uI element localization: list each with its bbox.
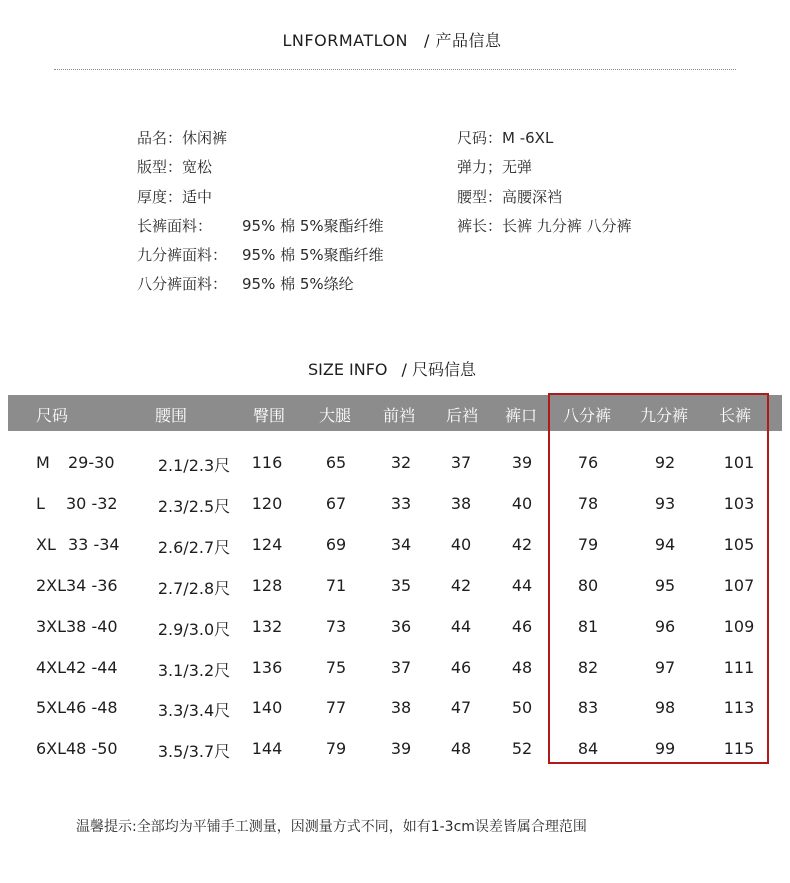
cell-back-rise: 40 (450, 535, 472, 554)
info-title-en: LNFORMATLON (282, 31, 408, 50)
cell-long: 109 (723, 617, 755, 636)
cell-back-rise: 48 (450, 739, 472, 758)
header-ninth-pants: 九分裤 (640, 406, 689, 425)
cell-waist: 2.3/2.5尺 (157, 497, 231, 516)
row-size-range: 46 -48 (66, 698, 118, 717)
cell-p9: 99 (654, 739, 676, 758)
cell-hem: 48 (511, 658, 533, 677)
row-size-label: XL (36, 535, 56, 554)
info-row-length: 裤长：长裤 九分裤 八分裤 (457, 217, 632, 235)
info-row-long-fabric: 长裤面料： 95% 棉 5%聚酯纤维 (137, 217, 384, 235)
cell-thigh: 65 (325, 453, 347, 472)
row-size-label: 5XL (36, 698, 67, 717)
header-eighth-pants: 八分裤 (563, 406, 612, 425)
cell-long: 101 (723, 453, 755, 472)
cell-thigh: 71 (325, 576, 347, 595)
header-front-rise: 前裆 (383, 406, 416, 425)
info-title (0, 28, 790, 51)
row-size-label: M (36, 453, 50, 472)
cell-p9: 95 (654, 576, 676, 595)
header-hip: 臀围 (253, 406, 286, 425)
cell-thigh: 73 (325, 617, 347, 636)
cell-back-rise: 47 (450, 698, 472, 717)
cell-long: 107 (723, 576, 755, 595)
cell-hem: 40 (511, 494, 533, 513)
cell-hem: 46 (511, 617, 533, 636)
dotted-divider (54, 69, 736, 70)
info-row-ninth-fabric: 九分裤面料： 95% 棉 5%聚酯纤维 (137, 246, 384, 264)
cell-waist: 2.9/3.0尺 (157, 620, 231, 639)
cell-p8: 79 (577, 535, 599, 554)
cell-hip: 128 (251, 576, 283, 595)
row-size-label: 2XL (36, 576, 67, 595)
cell-hem: 42 (511, 535, 533, 554)
cell-hip: 140 (251, 698, 283, 717)
row-size-label: 3XL (36, 617, 67, 636)
measurement-note: 温馨提示:全部均为平铺手工测量，因测量方式不同，如有1-3cm误差皆属合理范围 (76, 819, 587, 835)
cell-front-rise: 38 (390, 698, 412, 717)
cell-front-rise: 37 (390, 658, 412, 677)
cell-hip: 116 (251, 453, 283, 472)
cell-p9: 93 (654, 494, 676, 513)
cell-waist: 2.7/2.8尺 (157, 579, 231, 598)
header-thigh: 大腿 (319, 406, 352, 425)
info-row-size: 尺码：M -6XL (457, 129, 554, 147)
cell-hip: 132 (251, 617, 283, 636)
row-size-range: 30 -32 (66, 494, 118, 513)
info-title-cn: / 产品信息 (424, 31, 502, 50)
cell-p8: 76 (577, 453, 599, 472)
cell-front-rise: 32 (390, 453, 412, 472)
header-long-pants: 长裤 (719, 406, 752, 425)
cell-p9: 96 (654, 617, 676, 636)
size-info-title (0, 357, 790, 380)
cell-back-rise: 42 (450, 576, 472, 595)
row-size-label: L (36, 494, 45, 513)
cell-back-rise: 38 (450, 494, 472, 513)
header-size: 尺码 (36, 406, 69, 425)
cell-hip: 144 (251, 739, 283, 758)
cell-p8: 78 (577, 494, 599, 513)
row-size-range: 48 -50 (66, 739, 118, 758)
cell-thigh: 77 (325, 698, 347, 717)
cell-thigh: 75 (325, 658, 347, 677)
cell-hip: 124 (251, 535, 283, 554)
cell-front-rise: 35 (390, 576, 412, 595)
cell-front-rise: 39 (390, 739, 412, 758)
info-row-fit: 版型：宽松 (137, 158, 213, 176)
row-size-range: 42 -44 (66, 658, 118, 677)
cell-long: 103 (723, 494, 755, 513)
cell-waist: 3.5/3.7尺 (157, 742, 231, 761)
cell-back-rise: 44 (450, 617, 472, 636)
row-size-range: 38 -40 (66, 617, 118, 636)
cell-waist: 2.1/2.3尺 (157, 456, 231, 475)
cell-p9: 97 (654, 658, 676, 677)
cell-p8: 80 (577, 576, 599, 595)
info-row-waist-type: 腰型：高腰深裆 (457, 188, 563, 206)
info-row-thickness: 厚度：适中 (137, 188, 213, 206)
cell-p8: 81 (577, 617, 599, 636)
row-size-range: 29-30 (68, 453, 115, 472)
cell-thigh: 69 (325, 535, 347, 554)
info-row-name: 品名：休闲裤 (137, 129, 228, 147)
header-back-rise: 后裆 (446, 406, 479, 425)
cell-p8: 83 (577, 698, 599, 717)
cell-thigh: 79 (325, 739, 347, 758)
size-title-cn: / 尺码信息 (401, 360, 476, 379)
info-row-eighth-fabric: 八分裤面料： 95% 棉 5%绦纶 (137, 275, 354, 293)
cell-p9: 92 (654, 453, 676, 472)
cell-hem: 52 (511, 739, 533, 758)
cell-front-rise: 34 (390, 535, 412, 554)
cell-front-rise: 33 (390, 494, 412, 513)
row-size-range: 33 -34 (68, 535, 120, 554)
length-columns-highlight (548, 393, 769, 764)
info-row-elasticity: 弹力；无弹 (457, 158, 533, 176)
row-size-label: 4XL (36, 658, 67, 677)
cell-waist: 2.6/2.7尺 (157, 538, 231, 557)
cell-hem: 44 (511, 576, 533, 595)
cell-p9: 94 (654, 535, 676, 554)
cell-long: 105 (723, 535, 755, 554)
size-title-en: SIZE INFO (308, 360, 388, 379)
cell-p8: 82 (577, 658, 599, 677)
row-size-range: 34 -36 (66, 576, 118, 595)
cell-long: 113 (723, 698, 755, 717)
header-waist: 腰围 (155, 406, 188, 425)
cell-thigh: 67 (325, 494, 347, 513)
cell-long: 115 (723, 739, 755, 758)
header-hem: 裤口 (505, 406, 538, 425)
cell-waist: 3.1/3.2尺 (157, 661, 231, 680)
cell-long: 111 (723, 658, 755, 677)
cell-front-rise: 36 (390, 617, 412, 636)
cell-hip: 136 (251, 658, 283, 677)
cell-back-rise: 37 (450, 453, 472, 472)
cell-p8: 84 (577, 739, 599, 758)
row-size-label: 6XL (36, 739, 67, 758)
cell-hem: 39 (511, 453, 533, 472)
cell-p9: 98 (654, 698, 676, 717)
cell-hem: 50 (511, 698, 533, 717)
cell-waist: 3.3/3.4尺 (157, 701, 231, 720)
cell-hip: 120 (251, 494, 283, 513)
cell-back-rise: 46 (450, 658, 472, 677)
